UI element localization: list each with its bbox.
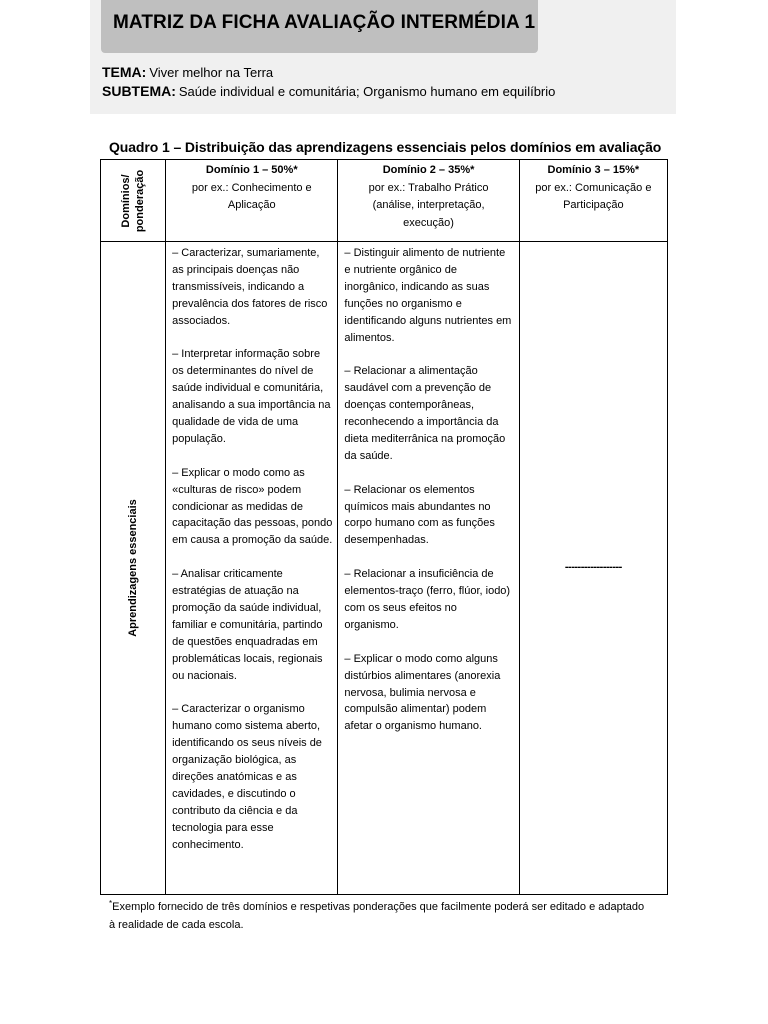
corner-label-line1: Domínios/ <box>120 173 133 228</box>
domain-2-header <box>338 160 519 242</box>
domain-2-item: – Distinguir alimento de nutriente e nutriente orgânico de inorgânico, indicando as suas funções no organismo e identificando alguns nutrientes em alimentos. <box>344 247 512 344</box>
domain-1-sub2: Aplicação <box>227 199 276 211</box>
domain-3-sub1: por ex.: Comunicação e <box>535 181 652 194</box>
subtema-line <box>102 83 555 99</box>
table-header-row <box>101 160 668 242</box>
domain-2-title: Domínio 2 – 35%* <box>382 164 475 176</box>
tema-label: TEMA: <box>102 64 147 80</box>
domain-1-content <box>166 242 338 895</box>
row-label-cell <box>101 242 166 895</box>
domain-2-item: – Relacionar a insuficiência de elementos-traço (ferro, flúor, iodo) com os seus efeitos no organismo. <box>344 568 511 631</box>
domain-1-title: Domínio 1 – 50%* <box>205 164 298 176</box>
corner-cell <box>101 160 166 242</box>
domain-2-sub2: (análise, interpretação, <box>372 199 485 211</box>
domain-2-sub3: execução) <box>403 216 454 229</box>
footnote-mark: * <box>109 899 113 908</box>
subtema-label: SUBTEMA: <box>102 83 176 99</box>
table-caption: Quadro 1 – Distribuição das aprendizagens essenciais pelos domínios em avaliação <box>109 139 662 155</box>
subtema-value: Saúde individual e comunitária; Organismo humano em equilíbrio <box>178 84 556 99</box>
domain-1-header <box>166 160 338 242</box>
domain-2-sub1: por ex.: Trabalho Prático <box>368 181 489 194</box>
domain-1-item: – Caracterizar, sumariamente, as principais doenças não transmissíveis, indicando a prevalência dos fatores de risco associados. <box>172 247 328 327</box>
row-label: Aprendizagens essenciais <box>127 499 140 637</box>
domain-3-sub2: Participação <box>563 199 624 211</box>
domain-1-item: – Interpretar informação sobre os determinantes do nível de saúde individual e comunitária, analisando a sua importância na qualidade de vida de uma população. <box>172 348 331 445</box>
domain-1-sub1: por ex.: Conhecimento e <box>191 181 312 194</box>
assessment-matrix-table <box>100 159 668 895</box>
corner-label-line2: ponderação <box>134 169 147 232</box>
domain-2-content <box>338 242 519 895</box>
domain-2-item: – Relacionar a alimentação saudável com a prevenção de doenças contemporâneas, reconhecendo a importância da dieta mediterrânica na promoção da saúde. <box>344 365 506 462</box>
domain-1-item: – Explicar o modo como as «culturas de risco» podem condicionar as medidas de capacitação das pessoas, pondo em causa a promoção da saúde. <box>172 466 333 547</box>
domain-2-item: – Explicar o modo como alguns distúrbios alimentares (anorexia nervosa, bulimia nervosa e compulsão alimentar) podem afetar o organismo humano. <box>344 652 501 733</box>
domain-3-placeholder: ------------------ <box>564 561 622 573</box>
domain-3-header <box>519 160 667 242</box>
domain-3-content <box>519 242 667 895</box>
domain-2-item: – Relacionar os elementos químicos mais abundantes no corpo humano com as funções desempenhadas. <box>344 483 495 547</box>
tema-line <box>102 64 273 80</box>
footnote <box>109 895 649 934</box>
tema-value: Viver melhor na Terra <box>149 65 274 80</box>
document-title: MATRIZ DA FICHA AVALIAÇÃO INTERMÉDIA 1 <box>113 12 536 33</box>
corner-label <box>119 169 147 231</box>
domain-1-item: – Analisar criticamente estratégias de atuação na promoção da saúde individual, familiar e comunitária, partindo de questões enquadradas em problemáticas locais, regionais ou nacionais. <box>172 568 323 682</box>
table-body-row <box>101 242 668 895</box>
footnote-text: Exemplo fornecido de três domínios e respetivas ponderações que facilmente poderá ser editado e adaptado à realidade de cada escola. <box>109 901 645 931</box>
domain-3-title: Domínio 3 – 15%* <box>547 164 640 176</box>
domain-1-item: – Caracterizar o organismo humano como sistema aberto, identificando os seus níveis de organização biológica, as direções anatómicas e as cavidades, e discutindo o contributo da ciência e da tecnologia para esse conhecimento. <box>172 703 322 851</box>
